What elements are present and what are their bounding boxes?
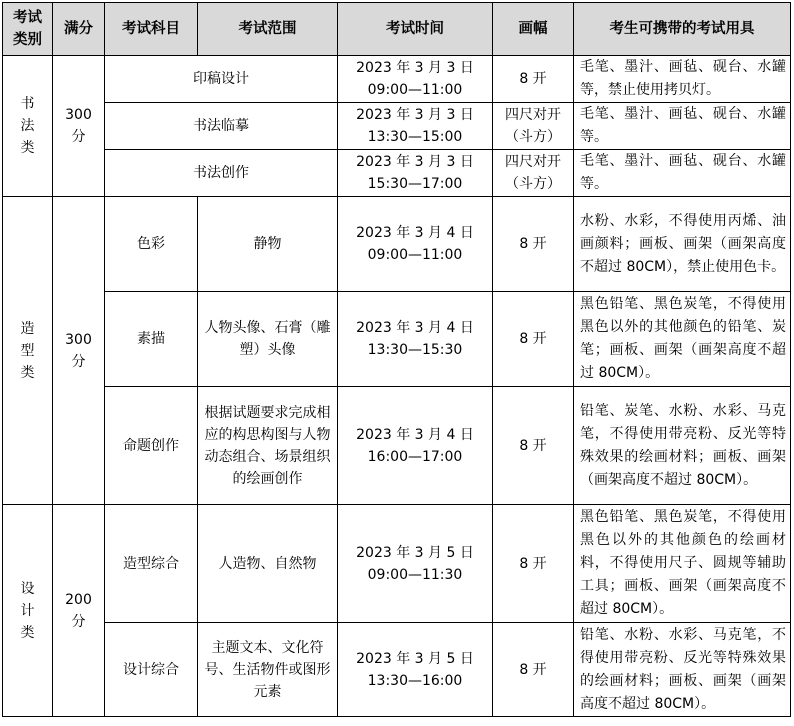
scope-cell: 人物头像、石膏（雕塑）头像 xyxy=(198,292,338,387)
table-row xyxy=(3,623,791,717)
header-score: 满分 xyxy=(53,3,105,56)
table-row xyxy=(3,505,791,623)
time-cell: 2023 年 3 月 3 日 13:30—15:00 xyxy=(338,103,493,150)
table-row xyxy=(3,197,791,292)
table-row xyxy=(3,387,791,505)
size-cell: 四尺对开（斗方） xyxy=(493,103,574,150)
subject-cell: 造型综合 xyxy=(105,505,198,623)
subject-cell: 印稿设计 xyxy=(105,56,338,103)
tools-cell: 黑色铅笔、黑色炭笔，不得使用黑色以外的其他颜色的铅笔、炭笔；画板、画架（画架高度不超过 80CM）。 xyxy=(574,292,791,387)
table-row xyxy=(3,56,791,103)
category-design: 设计类 xyxy=(3,505,53,717)
time-cell: 2023 年 3 月 4 日 16:00—17:00 xyxy=(338,387,493,505)
subject-cell: 命题创作 xyxy=(105,387,198,505)
tools-cell: 铅笔、炭笔、水粉、水彩、马克笔，不得使用带亮粉、反光等特殊效果的绘画材料；画板、画架（画架高度不超过 80CM）。 xyxy=(574,387,791,505)
size-cell: 8 开 xyxy=(493,56,574,103)
subject-cell: 书法临摹 xyxy=(105,103,338,150)
time-cell: 2023 年 3 月 3 日 15:30—17:00 xyxy=(338,150,493,197)
time-cell: 2023 年 3 月 3 日 09:00—11:00 xyxy=(338,56,493,103)
header-size: 画幅 xyxy=(493,3,574,56)
score-modeling: 300分 xyxy=(53,197,105,505)
tools-cell: 水粉、水彩，不得使用丙烯、油画颜料；画板、画架（画架高度不超过 80CM），禁止使用色卡。 xyxy=(574,197,791,292)
size-cell: 8 开 xyxy=(493,623,574,717)
header-tools: 考生可携带的考试用具 xyxy=(574,3,791,56)
time-cell: 2023 年 3 月 5 日 13:30—16:00 xyxy=(338,623,493,717)
size-cell: 8 开 xyxy=(493,292,574,387)
table-row xyxy=(3,292,791,387)
header-scope: 考试范围 xyxy=(198,3,338,56)
time-cell: 2023 年 3 月 4 日 09:00—11:00 xyxy=(338,197,493,292)
tools-cell: 黑色铅笔、黑色炭笔，不得使用黑色以外的其他颜色的绘画材料，不得使用尺子、圆规等辅助工具；画板、画架（画架高度不超过 80CM）。 xyxy=(574,505,791,623)
scope-cell: 主题文本、文化符号、生活物件或图形元素 xyxy=(198,623,338,717)
header-category: 考试类别 xyxy=(3,3,53,56)
scope-cell: 根据试题要求完成相应的构思构图与人物动态组合、场景组织的绘画创作 xyxy=(198,387,338,505)
tools-cell: 铅笔、水粉、水彩、马克笔，不得使用带亮粉、反光等特殊效果的绘画材料；画板、画架（画架高度不超过 80CM）。 xyxy=(574,623,791,717)
scope-cell: 静物 xyxy=(198,197,338,292)
tools-cell: 毛笔、墨汁、画毡、砚台、水罐等。 xyxy=(574,150,791,197)
table-header-row xyxy=(3,3,791,56)
subject-cell: 色彩 xyxy=(105,197,198,292)
subject-cell: 书法创作 xyxy=(105,150,338,197)
time-cell: 2023 年 3 月 5 日 09:00—11:30 xyxy=(338,505,493,623)
table-row xyxy=(3,103,791,150)
size-cell: 四尺对开（斗方） xyxy=(493,150,574,197)
category-modeling: 造型类 xyxy=(3,197,53,505)
size-cell: 8 开 xyxy=(493,387,574,505)
subject-cell: 素描 xyxy=(105,292,198,387)
header-subject: 考试科目 xyxy=(105,3,198,56)
score-calligraphy: 300分 xyxy=(53,56,105,197)
score-design: 200分 xyxy=(53,505,105,717)
exam-schedule-table xyxy=(2,2,791,717)
size-cell: 8 开 xyxy=(493,197,574,292)
time-cell: 2023 年 3 月 4 日 13:30—15:30 xyxy=(338,292,493,387)
size-cell: 8 开 xyxy=(493,505,574,623)
scope-cell: 人造物、自然物 xyxy=(198,505,338,623)
header-time: 考试时间 xyxy=(338,3,493,56)
table-row xyxy=(3,150,791,197)
category-calligraphy: 书法类 xyxy=(3,56,53,197)
tools-cell: 毛笔、墨汁、画毡、砚台、水罐等，禁止使用拷贝灯。 xyxy=(574,56,791,103)
tools-cell: 毛笔、墨汁、画毡、砚台、水罐等。 xyxy=(574,103,791,150)
subject-cell: 设计综合 xyxy=(105,623,198,717)
